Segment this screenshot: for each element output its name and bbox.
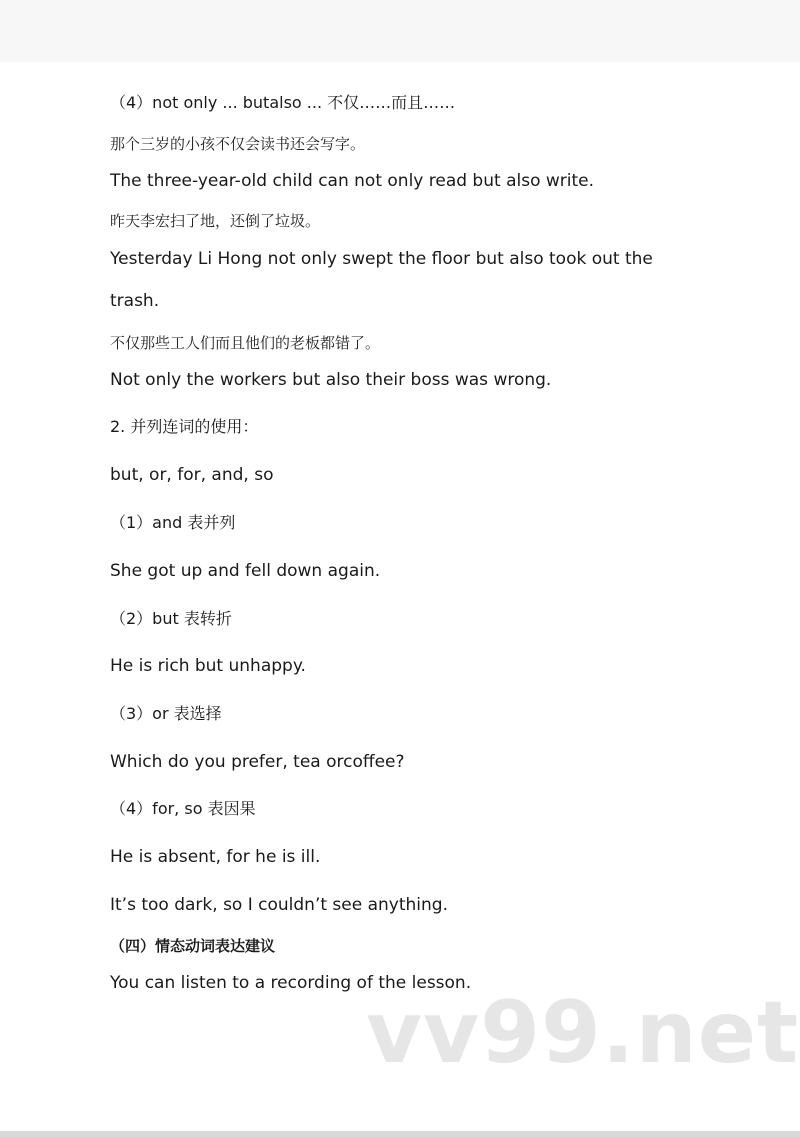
example-so: It’s too dark, so I couldn’t see anything. <box>110 895 448 915</box>
example-chinese-2: 昨天李宏扫了地，还倒了垃圾。 <box>110 212 321 230</box>
section-heading-conjunctions: 2. 并列连词的使用： <box>110 417 259 436</box>
conjunction-list: but, or, for, and, so <box>110 465 274 485</box>
subheading-and: （1）and 表并列 <box>110 513 236 532</box>
example-but: He is rich but unhappy. <box>110 656 306 676</box>
example-english-2: Yesterday Li Hong not only swept the floor but also took out the <box>110 249 653 269</box>
page-top-margin <box>0 0 800 62</box>
example-modal: You can listen to a recording of the lesson. <box>110 973 472 993</box>
subheading-but: （2）but 表转折 <box>110 609 232 628</box>
page-bottom-edge <box>0 1131 800 1137</box>
subheading-not-only-but-also: （4）not only ... butalso ... 不仅……而且…… <box>110 93 456 112</box>
subheading-or: （3）or 表选择 <box>110 704 222 723</box>
example-english-2-cont: trash. <box>110 291 160 311</box>
example-chinese-3: 不仅那些工人们而且他们的老板都错了。 <box>110 334 381 352</box>
subheading-for-so: （4）for, so 表因果 <box>110 799 256 818</box>
example-and: She got up and fell down again. <box>110 561 381 581</box>
example-or: Which do you prefer, tea orcoffee? <box>110 752 405 772</box>
example-chinese-1: 那个三岁的小孩不仅会读书还会写字。 <box>110 135 366 153</box>
watermark: vv99.net <box>366 983 800 1083</box>
section-heading-modal-verbs: （四）情态动词表达建议 <box>110 937 276 955</box>
example-for: He is absent, for he is ill. <box>110 847 321 867</box>
example-english-1: The three-year-old child can not only read but also write. <box>110 171 595 191</box>
example-english-3: Not only the workers but also their boss was wrong. <box>110 370 552 390</box>
